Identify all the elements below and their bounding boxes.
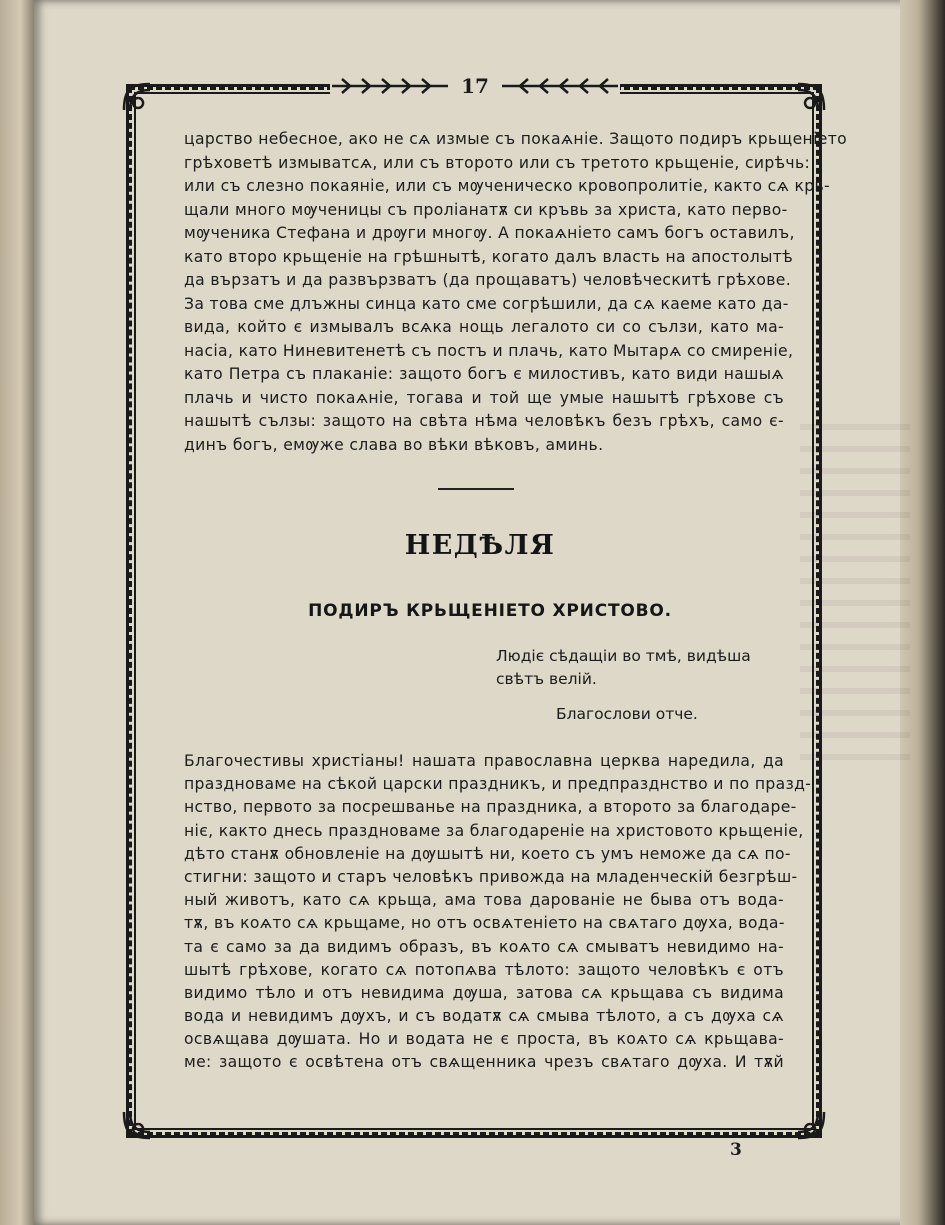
text-line: видимо тѣло и отъ невидима дѹша, затова сѧ крьщава съ видима [184,983,784,1002]
section-subtitle: ПОДИРЪ КРЬЩЕНІЕТО ХРИСТОВО. [308,601,672,621]
text-line: вода и невидимъ дѹхъ, и съ водатѫ сѧ смыва тѣлото, а съ дѹха сѧ [184,1007,784,1026]
epigraph [496,645,796,691]
text-line: да вързатъ и да развързватъ (да прощаватъ) человѣческитѣ грѣхове. [184,271,792,289]
text-line: ніє, както днесь праздноваме за благодареніе на христовото крьщеніе, [184,821,804,840]
text-line: вида, който є измывалъ всѧка нощь легалото си со сълзи, като ма- [184,318,784,336]
top-left-corner-ornament [120,80,154,114]
text-line: мѹченика Стефана и дрѹги многѹ. А покаѧніето самъ богъ оставилъ, [184,224,795,242]
text-line: насіа, като Ниневитенетѣ съ постъ и плачь, като Мытарѧ со смиреніе, [184,341,794,360]
page-number: 17 [450,72,500,100]
paragraph-sermon-ending [184,128,848,457]
text-line: шытѣ грѣхове, когато сѧ потопѧва тѣлото: защото человѣкъ є отъ [184,960,784,979]
blessing-line: Благослови отче. [556,705,698,723]
previous-page-edge [0,0,34,1225]
text-line: ный животъ, като сѧ крьща, ама това дарованіе не быва отъ вода- [184,891,784,910]
bottom-right-corner-ornament [794,1108,828,1142]
text-line: та є само за да видимъ образъ, въ коѧто сѧ смыватъ невидимо на- [184,937,784,956]
text-line: плачь и чисто покаѧніе, тогава и той ще умые нашытѣ грѣхове съ [184,388,784,407]
text-line: дѣто станѫ обновленіе на дѹшытѣ ни, което съ умъ неможе да сѧ по- [184,844,791,863]
text-line: грѣховетѣ измыватсѧ, или съ второто или съ третото крьщеніе, сирѣчь: [184,153,811,172]
text-line: стигни: защото и старъ человѣкъ привожда на младенческій безгрѣш- [184,867,798,886]
text-line: ме: защото є освѣтена отъ свѧщенника чрезъ свѧтаго дѹха. И тѫй [184,1053,784,1072]
text-line: динъ богъ, емѹже слава во вѣки вѣковъ, аминь. [184,435,604,454]
text-line: освѧщава дѹшата. Но и водата не є проста, въ коѧто сѧ крьщава- [184,1030,784,1049]
header-leaf-ornament-right [500,75,620,97]
text-line: праздноваме на сѣкой царски праздникъ, и предпразднство и по празд- [184,775,812,794]
text-line: Благочестивы христіаны! нашата православна церква наредила, да [184,752,784,770]
paragraph-sermon-body [184,750,812,1075]
epigraph-line: Людіє сѣдащіи во тмѣ, видѣша [496,647,751,665]
text-line: или съ слезно покаяніе, или съ мѹченическо кровопролитіе, както сѧ крь- [184,177,830,195]
section-divider-rule [438,488,514,490]
text-line: като второ крьщеніе на грѣшнытѣ, когато далъ власть на апостолытѣ [184,247,794,266]
signature-number: 3 [730,1140,742,1160]
epigraph-line: свѣтъ велій. [496,670,597,688]
text-line: царство небесное, ако не сѧ измые съ покаѧніе. Защото подиръ крьщеніето [184,130,848,148]
text-line: нашытѣ сълзы: защото на свѣта нѣма человѣкъ безъ грѣхъ, само є- [184,412,784,430]
bottom-left-corner-ornament [120,1108,154,1142]
top-right-corner-ornament [794,80,828,114]
text-line: За това сме длъжны синца като сме согрѣшили, да сѧ каеме като да- [184,294,789,313]
text-line: като Петра съ плаканіе: защото богъ є милостивъ, като види нашыѧ [184,365,784,383]
section-title: НЕДѢЛЯ [404,530,556,561]
text-line: тѫ, въ коѧто сѧ крьщаме, но отъ освѧтеніето на свѧтаго дѹха, вода- [184,914,785,933]
text-line: щали много мѹченицы съ проліанатѫ си кръвь за христа, като перво- [184,200,788,219]
header-leaf-ornament-left [330,75,450,97]
text-line: нство, первото за посрешванье на праздника, а второто за благодаре- [184,798,797,817]
